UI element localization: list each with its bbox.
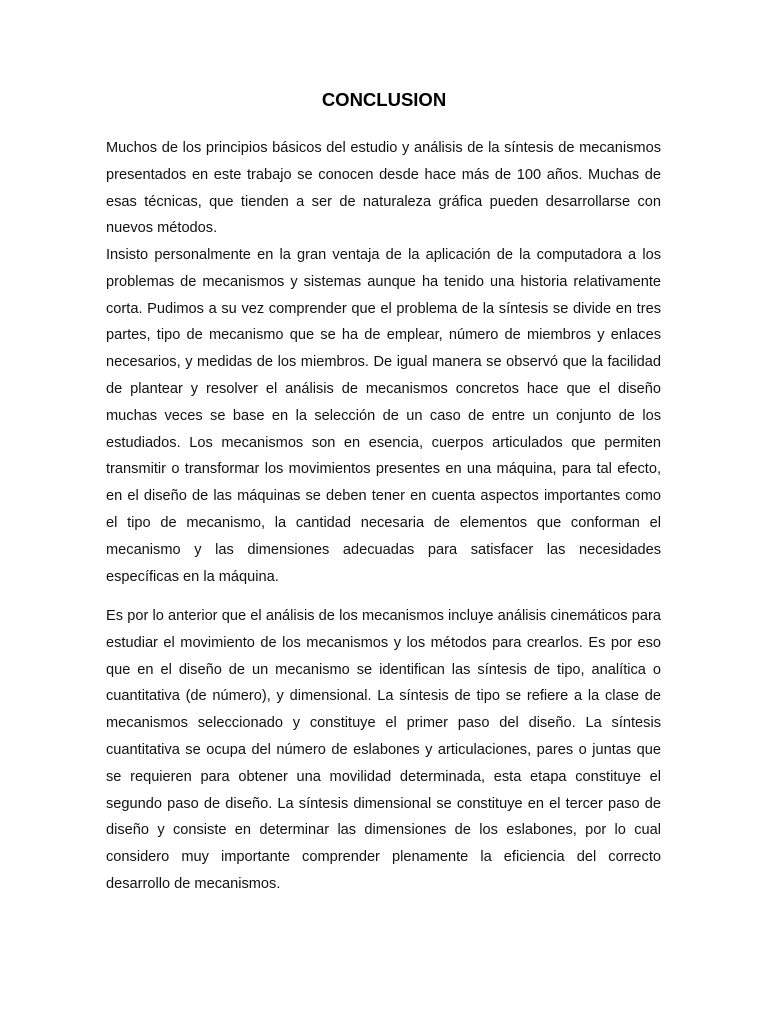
paragraph-2: Insisto personalmente en la gran ventaja de la aplicación de la computadora a los problemas de mecanismos y sistemas aunque ha tenido una historia relativamente corta. Pudimos a su vez comprender que el problema de la síntesis se divide en tres partes, tipo de mecanismo que se ha de emplear, número de miembros y enlaces necesarios, y medidas de los miembros. De igual manera se observó que la facilidad de plantear y resolver el análisis de mecanismos concretos hace que el diseño muchas veces se base en la selección de un caso de entre un conjunto de los estudiados. Los mecanismos son en esencia, cuerpos articulados que permiten transmitir o transformar los movimientos presentes en una máquina, para tal efecto, en el diseño de las máquinas se deben tener en cuenta aspectos importantes como el tipo de mecanismo, la cantidad necesaria de elementos que conforman el mecanismo y las dimensiones adecuadas para satisfacer las necesidades específicas en la máquina. bbox=[106, 247, 661, 585]
paragraph-3: Es por lo anterior que el análisis de los mecanismos incluye análisis cinemáticos para estudiar el movimiento de los mecanismos y los métodos para crearlos. Es por eso que en el diseño de un mecanismo se identifican las síntesis de tipo, analítica o cuantitativa (de número), y dimensional. La síntesis de tipo se refiere a la clase de mecanismos seleccionado y constituye el primer paso del diseño. La síntesis cuantitativa se ocupa del número de eslabones y articulaciones, pares o juntas que se requieren para obtener una movilidad determinada, esta etapa constituye el segundo paso de diseño. La síntesis dimensional se constituye en el tercer paso de diseño y consiste en determinar las dimensiones de los eslabones, por lo cual considero muy importante comprender plenamente la eficiencia del correcto desarrollo de mecanismos. bbox=[106, 608, 661, 892]
paragraph-1: Muchos de los principios básicos del estudio y análisis de la síntesis de mecanismos presentados en este trabajo se conocen desde hace más de 100 años. Muchas de esas técnicas, que tienden a ser de naturaleza gráfica pueden desarrollarse con nuevos métodos. bbox=[106, 140, 661, 237]
page-title: CONCLUSION bbox=[321, 89, 447, 110]
